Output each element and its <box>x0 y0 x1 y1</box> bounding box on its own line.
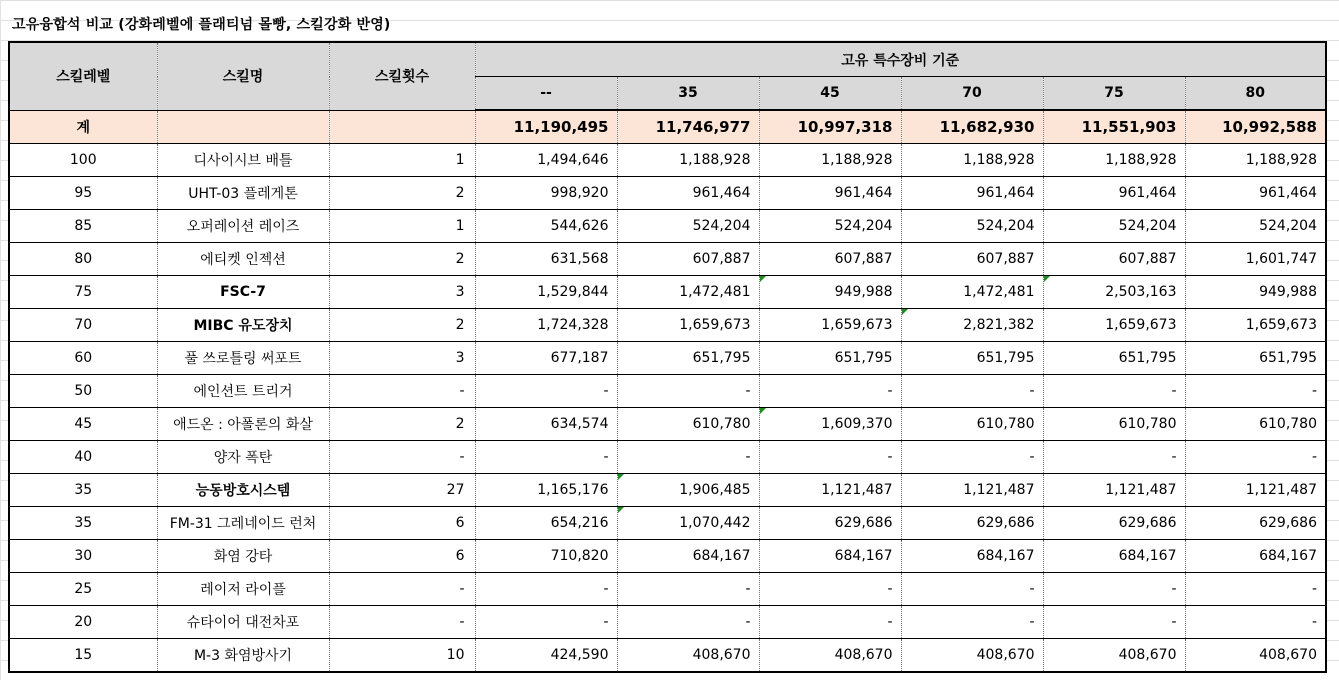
skill-name-cell[interactable]: M-3 화염방사기 <box>157 639 329 673</box>
value-cell[interactable]: 1,188,928 <box>617 144 759 177</box>
value-cell[interactable]: 610,780 <box>1185 408 1326 441</box>
value-cell[interactable]: 949,988 <box>1185 276 1326 309</box>
value-cell[interactable]: 1,070,442 <box>617 507 759 540</box>
header-tier[interactable]: 45 <box>759 77 901 111</box>
table-row <box>9 375 1326 408</box>
value-cell[interactable]: 524,204 <box>759 210 901 243</box>
value-cell[interactable]: - <box>901 606 1043 639</box>
skill-level-cell[interactable]: 100 <box>9 144 157 177</box>
total-value[interactable]: 10,997,318 <box>759 110 901 144</box>
value-cell[interactable]: 607,887 <box>759 243 901 276</box>
skill-count-cell[interactable]: 6 <box>329 507 475 540</box>
value-cell[interactable]: 408,670 <box>759 639 901 673</box>
skill-name-cell[interactable]: UHT-03 플레게톤 <box>157 177 329 210</box>
table-row <box>9 540 1326 573</box>
skill-level-cell[interactable]: 20 <box>9 606 157 639</box>
value-cell[interactable]: - <box>1043 573 1185 606</box>
skill-name-cell[interactable]: 양자 폭탄 <box>157 441 329 474</box>
value-cell[interactable]: 1,188,928 <box>1043 144 1185 177</box>
table-row <box>9 144 1326 177</box>
skill-level-cell[interactable]: 25 <box>9 573 157 606</box>
value-cell[interactable]: - <box>901 375 1043 408</box>
value-cell[interactable]: 629,686 <box>1185 507 1326 540</box>
table-row <box>9 342 1326 375</box>
table-row <box>9 606 1326 639</box>
value-cell[interactable]: 1,121,487 <box>759 474 901 507</box>
skill-count-cell[interactable]: 6 <box>329 540 475 573</box>
comment-indicator-icon <box>618 474 624 480</box>
header-skill-count[interactable]: 스킬횟수 <box>329 42 475 110</box>
skill-name-cell[interactable]: 능동방호시스템 <box>157 474 329 507</box>
skill-level-cell[interactable]: 95 <box>9 177 157 210</box>
value-cell[interactable]: 1,165,176 <box>475 474 617 507</box>
value-cell[interactable]: 408,670 <box>617 639 759 673</box>
skill-name-cell[interactable]: 화염 강타 <box>157 540 329 573</box>
table-row <box>9 309 1326 342</box>
value-cell[interactable]: 1,659,673 <box>1043 309 1185 342</box>
value-cell[interactable]: 684,167 <box>1043 540 1185 573</box>
value-cell[interactable]: 424,590 <box>475 639 617 673</box>
comparison-table <box>8 41 1327 673</box>
value-cell[interactable]: 544,626 <box>475 210 617 243</box>
skill-name-cell[interactable]: 에인션트 트리거 <box>157 375 329 408</box>
value-cell[interactable]: - <box>1185 606 1326 639</box>
skill-name-cell[interactable]: 레이저 라이플 <box>157 573 329 606</box>
value-cell[interactable]: - <box>617 441 759 474</box>
value-cell[interactable]: - <box>759 606 901 639</box>
comment-indicator-icon <box>618 507 624 513</box>
total-value[interactable]: 11,746,977 <box>617 110 759 144</box>
header-tier[interactable]: 75 <box>1043 77 1185 111</box>
total-value[interactable]: 11,551,903 <box>1043 110 1185 144</box>
skill-name-cell[interactable]: FM-31 그레네이드 런처 <box>157 507 329 540</box>
skill-name-cell[interactable]: MIBC 유도장치 <box>157 309 329 342</box>
skill-count-cell[interactable]: 1 <box>329 144 475 177</box>
value-cell[interactable]: - <box>475 606 617 639</box>
skill-count-cell[interactable]: - <box>329 441 475 474</box>
value-cell[interactable]: 1,659,673 <box>617 309 759 342</box>
value-cell[interactable]: 524,204 <box>1043 210 1185 243</box>
total-empty-cell[interactable] <box>329 110 475 144</box>
skill-level-cell[interactable]: 30 <box>9 540 157 573</box>
value-cell[interactable]: 1,472,481 <box>901 276 1043 309</box>
skill-level-cell[interactable]: 45 <box>9 408 157 441</box>
skill-level-cell[interactable]: 70 <box>9 309 157 342</box>
value-cell[interactable]: 1,659,673 <box>759 309 901 342</box>
header-tier[interactable]: 70 <box>901 77 1043 111</box>
skill-name-cell[interactable]: 풀 쓰로틀링 써포트 <box>157 342 329 375</box>
table-row <box>9 441 1326 474</box>
value-cell[interactable]: 524,204 <box>617 210 759 243</box>
value-cell[interactable]: 2,503,163 <box>1043 276 1185 309</box>
skill-name-cell[interactable]: 오퍼레이션 레이즈 <box>157 210 329 243</box>
value-cell[interactable]: - <box>617 573 759 606</box>
table-row <box>9 639 1326 673</box>
skill-count-cell[interactable]: 2 <box>329 177 475 210</box>
value-cell[interactable]: 1,188,928 <box>901 144 1043 177</box>
header-equipment-group[interactable]: 고유 특수장비 기준 <box>475 42 1326 77</box>
value-cell[interactable]: 1,121,487 <box>901 474 1043 507</box>
total-value[interactable]: 11,682,930 <box>901 110 1043 144</box>
skill-level-cell[interactable]: 50 <box>9 375 157 408</box>
value-cell[interactable]: - <box>475 441 617 474</box>
value-cell[interactable]: 961,464 <box>901 177 1043 210</box>
value-cell[interactable]: 651,795 <box>1043 342 1185 375</box>
value-cell[interactable]: 1,601,747 <box>1185 243 1326 276</box>
comment-indicator-icon <box>760 276 766 282</box>
value-cell[interactable]: 408,670 <box>901 639 1043 673</box>
value-cell[interactable]: 684,167 <box>617 540 759 573</box>
value-cell[interactable]: - <box>1043 606 1185 639</box>
header-skill-level[interactable]: 스킬레벨 <box>9 42 157 110</box>
value-cell[interactable]: 684,167 <box>901 540 1043 573</box>
table-row <box>9 474 1326 507</box>
value-cell[interactable]: - <box>1043 441 1185 474</box>
value-cell[interactable]: 524,204 <box>901 210 1043 243</box>
value-cell[interactable]: 961,464 <box>1185 177 1326 210</box>
table-row <box>9 408 1326 441</box>
skill-count-cell[interactable]: 3 <box>329 342 475 375</box>
value-cell[interactable]: 1,121,487 <box>1185 474 1326 507</box>
value-cell[interactable]: 677,187 <box>475 342 617 375</box>
value-cell[interactable]: - <box>901 573 1043 606</box>
skill-level-cell[interactable]: 40 <box>9 441 157 474</box>
value-cell[interactable]: 961,464 <box>759 177 901 210</box>
skill-count-cell[interactable]: 2 <box>329 408 475 441</box>
total-label[interactable]: 계 <box>9 110 157 144</box>
total-value[interactable]: 11,190,495 <box>475 110 617 144</box>
value-cell[interactable]: - <box>1185 573 1326 606</box>
skill-count-cell[interactable]: - <box>329 375 475 408</box>
header-skill-name[interactable]: 스킬명 <box>157 42 329 110</box>
value-cell[interactable]: 651,795 <box>617 342 759 375</box>
value-cell[interactable]: 684,167 <box>759 540 901 573</box>
value-cell[interactable]: 610,780 <box>901 408 1043 441</box>
value-cell[interactable]: 1,724,328 <box>475 309 617 342</box>
comment-indicator-icon <box>1044 276 1050 282</box>
skill-count-cell[interactable]: - <box>329 573 475 606</box>
comment-indicator-icon <box>760 408 766 414</box>
value-cell[interactable]: 1,494,646 <box>475 144 617 177</box>
skill-count-cell[interactable]: 3 <box>329 276 475 309</box>
value-cell[interactable]: 651,795 <box>759 342 901 375</box>
value-cell[interactable]: 1,121,487 <box>1043 474 1185 507</box>
value-cell[interactable]: 631,568 <box>475 243 617 276</box>
skill-level-cell[interactable]: 85 <box>9 210 157 243</box>
value-cell[interactable]: 998,920 <box>475 177 617 210</box>
value-cell[interactable]: 1,188,928 <box>759 144 901 177</box>
table-row <box>9 210 1326 243</box>
sheet-title[interactable]: 고유융합석 비교 (강화레벨에 플래티넘 몰빵, 스킬강화 반영) <box>12 17 391 33</box>
value-cell[interactable]: 629,686 <box>759 507 901 540</box>
value-cell[interactable]: 961,464 <box>1043 177 1185 210</box>
value-cell[interactable]: - <box>1185 441 1326 474</box>
header-tier[interactable]: 35 <box>617 77 759 111</box>
value-cell[interactable]: 607,887 <box>617 243 759 276</box>
value-cell[interactable]: - <box>901 441 1043 474</box>
skill-count-cell[interactable]: 1 <box>329 210 475 243</box>
value-cell[interactable]: 629,686 <box>1043 507 1185 540</box>
value-cell[interactable]: 651,795 <box>901 342 1043 375</box>
value-cell[interactable]: - <box>1043 375 1185 408</box>
value-cell[interactable]: 408,670 <box>1043 639 1185 673</box>
skill-count-cell[interactable]: - <box>329 606 475 639</box>
value-cell[interactable]: 408,670 <box>1185 639 1326 673</box>
value-cell[interactable]: 961,464 <box>617 177 759 210</box>
table-row <box>9 507 1326 540</box>
skill-level-cell[interactable]: 15 <box>9 639 157 673</box>
value-cell[interactable]: - <box>1185 375 1326 408</box>
header-tier[interactable]: -- <box>475 77 617 111</box>
value-cell[interactable]: - <box>759 441 901 474</box>
table-row <box>9 573 1326 606</box>
value-cell[interactable]: 634,574 <box>475 408 617 441</box>
value-cell[interactable]: 610,780 <box>1043 408 1185 441</box>
total-empty-cell[interactable] <box>157 110 329 144</box>
total-row <box>9 110 1326 144</box>
value-cell[interactable]: 1,659,673 <box>1185 309 1326 342</box>
value-cell[interactable]: - <box>617 606 759 639</box>
skill-level-cell[interactable]: 35 <box>9 474 157 507</box>
value-cell[interactable]: - <box>475 573 617 606</box>
header-tier[interactable]: 80 <box>1185 77 1326 111</box>
value-cell[interactable]: 710,820 <box>475 540 617 573</box>
table-row <box>9 177 1326 210</box>
value-cell[interactable]: - <box>617 375 759 408</box>
value-cell[interactable]: 1,906,485 <box>617 474 759 507</box>
value-cell[interactable]: - <box>759 573 901 606</box>
value-cell[interactable]: 1,188,928 <box>1185 144 1326 177</box>
value-cell[interactable]: - <box>759 375 901 408</box>
skill-count-cell[interactable]: 10 <box>329 639 475 673</box>
table-row <box>9 276 1326 309</box>
value-cell[interactable]: 1,472,481 <box>617 276 759 309</box>
skill-level-cell[interactable]: 35 <box>9 507 157 540</box>
value-cell[interactable]: - <box>475 375 617 408</box>
skill-count-cell[interactable]: 2 <box>329 309 475 342</box>
skill-count-cell[interactable]: 27 <box>329 474 475 507</box>
table-row <box>9 243 1326 276</box>
skill-name-cell[interactable]: 에티켓 인젝션 <box>157 243 329 276</box>
skill-name-cell[interactable]: 애드온 : 아폴론의 화살 <box>157 408 329 441</box>
value-cell[interactable]: 629,686 <box>901 507 1043 540</box>
value-cell[interactable]: 654,216 <box>475 507 617 540</box>
skill-level-cell[interactable]: 80 <box>9 243 157 276</box>
skill-name-cell[interactable]: 슈타이어 대전차포 <box>157 606 329 639</box>
value-cell[interactable]: 1,529,844 <box>475 276 617 309</box>
value-cell[interactable]: 651,795 <box>1185 342 1326 375</box>
skill-name-cell[interactable]: 디사이시브 배틀 <box>157 144 329 177</box>
value-cell[interactable]: 2,821,382 <box>901 309 1043 342</box>
skill-level-cell[interactable]: 60 <box>9 342 157 375</box>
total-value[interactable]: 10,992,588 <box>1185 110 1326 144</box>
value-cell[interactable]: 1,609,370 <box>759 408 901 441</box>
value-cell[interactable]: 684,167 <box>1185 540 1326 573</box>
value-cell[interactable]: 949,988 <box>759 276 901 309</box>
value-cell[interactable]: 524,204 <box>1185 210 1326 243</box>
value-cell[interactable]: 607,887 <box>901 243 1043 276</box>
skill-name-cell[interactable]: FSC-7 <box>157 276 329 309</box>
skill-level-cell[interactable]: 75 <box>9 276 157 309</box>
value-cell[interactable]: 610,780 <box>617 408 759 441</box>
skill-count-cell[interactable]: 2 <box>329 243 475 276</box>
comment-indicator-icon <box>902 309 908 315</box>
value-cell[interactable]: 607,887 <box>1043 243 1185 276</box>
